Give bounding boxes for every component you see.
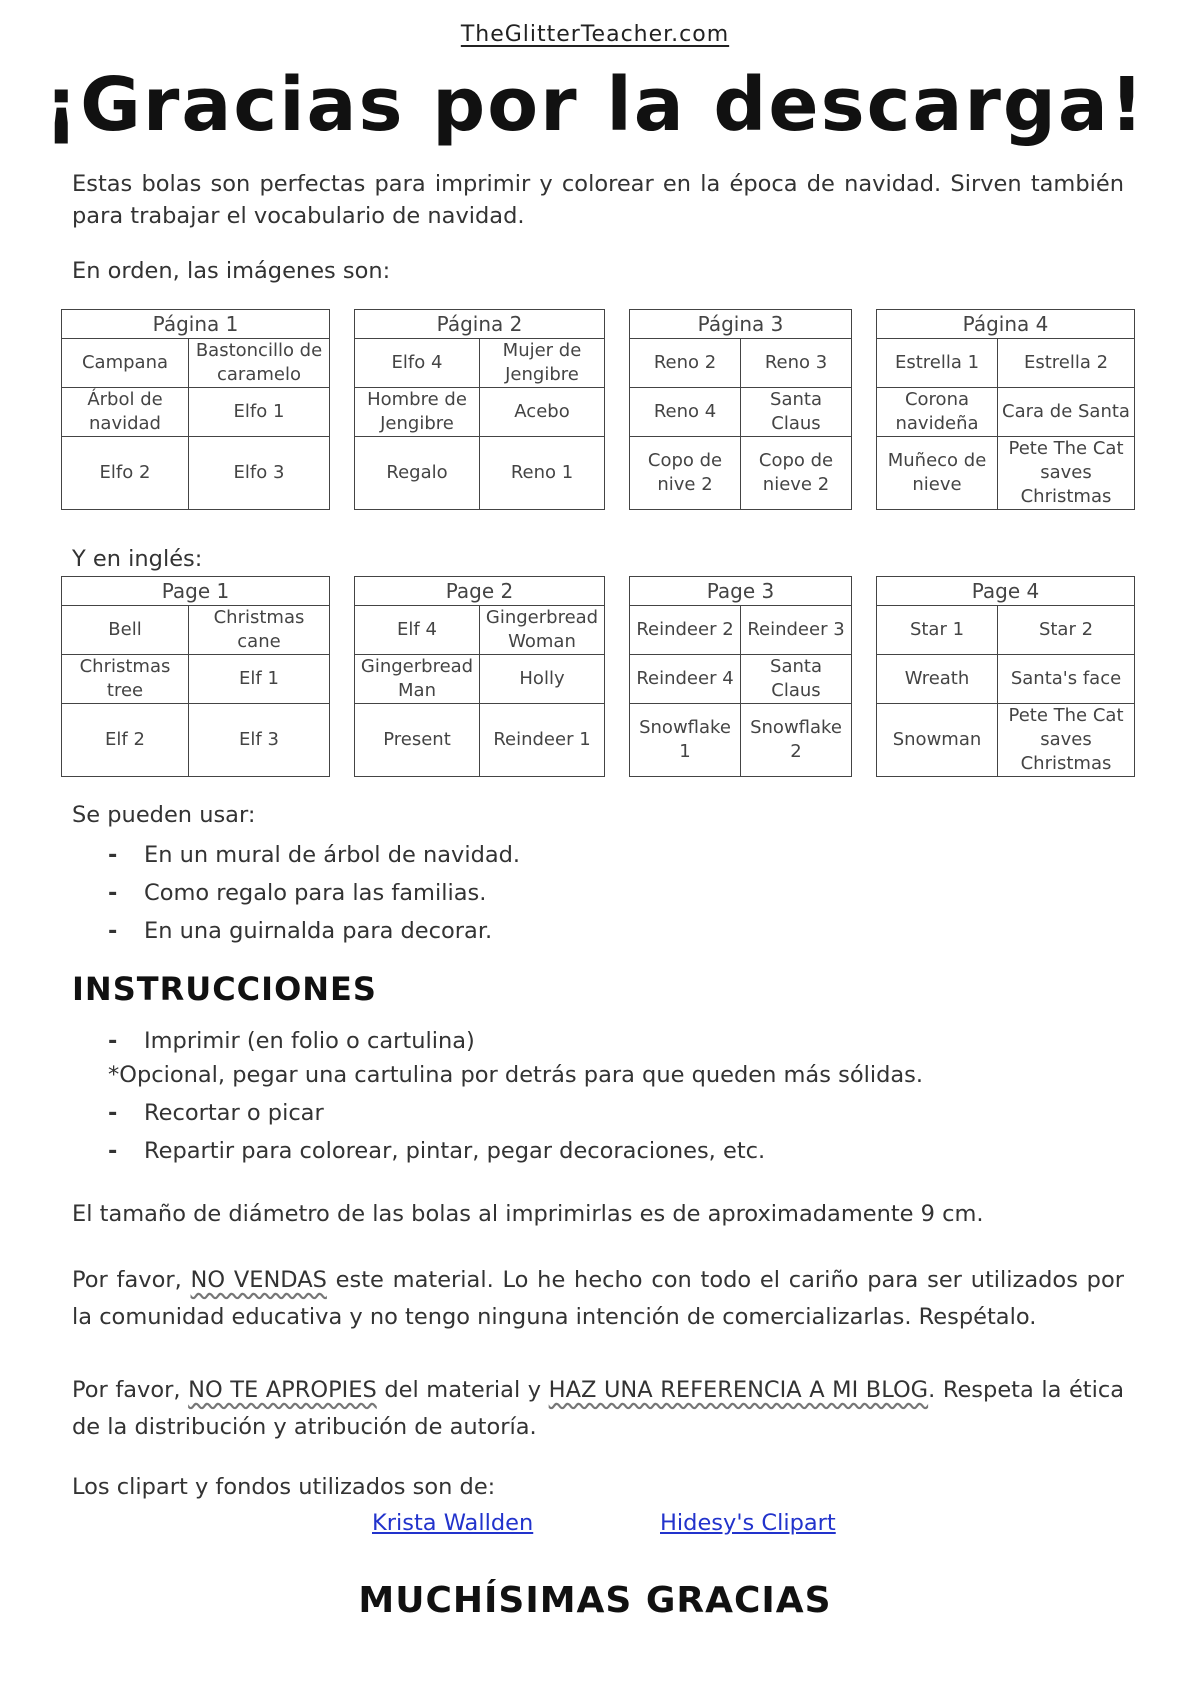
table-page-4 bbox=[876, 576, 1135, 777]
table-cell: Cara de Santa bbox=[998, 388, 1135, 437]
table-cell: Christmas tree bbox=[62, 655, 189, 704]
english-label: Y en inglés: bbox=[72, 546, 203, 572]
table-title: Página 3 bbox=[630, 310, 852, 339]
table-cell: Acebo bbox=[480, 388, 605, 437]
table-cell: Present bbox=[355, 704, 480, 777]
table-cell: Bastoncillo de caramelo bbox=[189, 339, 330, 388]
table-cell: Gingerbread Man bbox=[355, 655, 480, 704]
table-cell: Elf 1 bbox=[189, 655, 330, 704]
table-pagina-2 bbox=[354, 309, 605, 510]
table-cell: Christmas cane bbox=[189, 606, 330, 655]
table-cell: Estrella 1 bbox=[877, 339, 998, 388]
table-cell: Star 1 bbox=[877, 606, 998, 655]
table-cell: Elf 2 bbox=[62, 704, 189, 777]
table-pagina-4 bbox=[876, 309, 1135, 510]
table-cell: Muñeco de nieve bbox=[877, 437, 998, 510]
table-cell: Elfo 1 bbox=[189, 388, 330, 437]
table-cell: Bell bbox=[62, 606, 189, 655]
page-title: ¡Gracias por la descarga! bbox=[44, 62, 1146, 148]
table-cell: Holly bbox=[480, 655, 605, 704]
table-title: Page 1 bbox=[62, 577, 330, 606]
table-title: Page 2 bbox=[355, 577, 605, 606]
table-cell: Elfo 4 bbox=[355, 339, 480, 388]
credit-link-krista-wallden[interactable]: Krista Wallden bbox=[372, 1510, 534, 1536]
table-cell: Reindeer 3 bbox=[741, 606, 852, 655]
table-cell: Santa Claus bbox=[741, 388, 852, 437]
table-cell: Copo de nieve 2 bbox=[741, 437, 852, 510]
table-cell: Campana bbox=[62, 339, 189, 388]
table-cell: Reno 2 bbox=[630, 339, 741, 388]
table-cell: Hombre de Jengibre bbox=[355, 388, 480, 437]
table-cell: Reno 1 bbox=[480, 437, 605, 510]
site-url: TheGlitterTeacher.com bbox=[460, 22, 730, 47]
footer-thanks: MUCHÍSIMAS GRACIAS bbox=[358, 1580, 832, 1621]
intro-paragraph: Estas bolas son perfectas para imprimir y colorear en la época de navidad. Sirven también para trabajar el vocabulario de navidad. bbox=[72, 171, 1124, 229]
table-pagina-3 bbox=[629, 309, 852, 510]
table-cell: Mujer de Jengibre bbox=[480, 339, 605, 388]
table-cell: Gingerbread Woman bbox=[480, 606, 605, 655]
table-cell: Estrella 2 bbox=[998, 339, 1135, 388]
no-sell-paragraph: Por favor, NO VENDAS este material. Lo he hecho con todo el cariño para ser utilizados por la comunidad educativa y no tengo ninguna intención de comercializarlas. Respétalo. bbox=[72, 1267, 1124, 1330]
table-cell: Pete The Cat saves Christmas bbox=[998, 437, 1135, 510]
table-cell: Snowflake 1 bbox=[630, 704, 741, 777]
table-cell: Reno 3 bbox=[741, 339, 852, 388]
table-cell: Elfo 2 bbox=[62, 437, 189, 510]
table-cell: Regalo bbox=[355, 437, 480, 510]
table-cell: Reindeer 1 bbox=[480, 704, 605, 777]
table-title: Página 4 bbox=[877, 310, 1135, 339]
table-cell: Copo de nive 2 bbox=[630, 437, 741, 510]
table-cell: Santa's face bbox=[998, 655, 1135, 704]
table-title: Página 1 bbox=[62, 310, 330, 339]
table-cell: Árbol de navidad bbox=[62, 388, 189, 437]
table-cell: Reindeer 2 bbox=[630, 606, 741, 655]
table-pagina-1 bbox=[61, 309, 330, 510]
size-note: El tamaño de diámetro de las bolas al imprimirlas es de aproximadamente 9 cm. bbox=[72, 1201, 984, 1227]
table-cell: Elf 3 bbox=[189, 704, 330, 777]
credits-label: Los clipart y fondos utilizados son de: bbox=[72, 1474, 496, 1500]
table-cell: Wreath bbox=[877, 655, 998, 704]
credit-link-hidesys-clipart[interactable]: Hidesy's Clipart bbox=[660, 1510, 836, 1536]
instructions-heading: INSTRUCCIONES bbox=[72, 970, 377, 1008]
table-cell: Santa Claus bbox=[741, 655, 852, 704]
instructions-note: *Opcional, pegar una cartulina por detrás para que queden más sólidas. bbox=[108, 1062, 924, 1088]
table-page-2 bbox=[354, 576, 605, 777]
table-cell: Snowman bbox=[877, 704, 998, 777]
table-cell: Star 2 bbox=[998, 606, 1135, 655]
table-cell: Elfo 3 bbox=[189, 437, 330, 510]
table-title: Página 2 bbox=[355, 310, 605, 339]
table-page-3 bbox=[629, 576, 852, 777]
table-cell: Corona navideña bbox=[877, 388, 998, 437]
table-title: Page 4 bbox=[877, 577, 1135, 606]
attribution-paragraph: Por favor, NO TE APROPIES del material y HAZ UNA REFERENCIA A MI BLOG. Respeta la ética de la distribución y atribución de autoría. bbox=[72, 1377, 1125, 1440]
table-cell: Reno 4 bbox=[630, 388, 741, 437]
table-cell: Elf 4 bbox=[355, 606, 480, 655]
table-cell: Reindeer 4 bbox=[630, 655, 741, 704]
table-title: Page 3 bbox=[630, 577, 852, 606]
table-cell: Snowflake 2 bbox=[741, 704, 852, 777]
uses-label: Se pueden usar: bbox=[72, 802, 256, 828]
spanish-label: En orden, las imágenes son: bbox=[72, 258, 391, 284]
table-cell: Pete The Cat saves Christmas bbox=[998, 704, 1135, 777]
table-page-1 bbox=[61, 576, 330, 777]
